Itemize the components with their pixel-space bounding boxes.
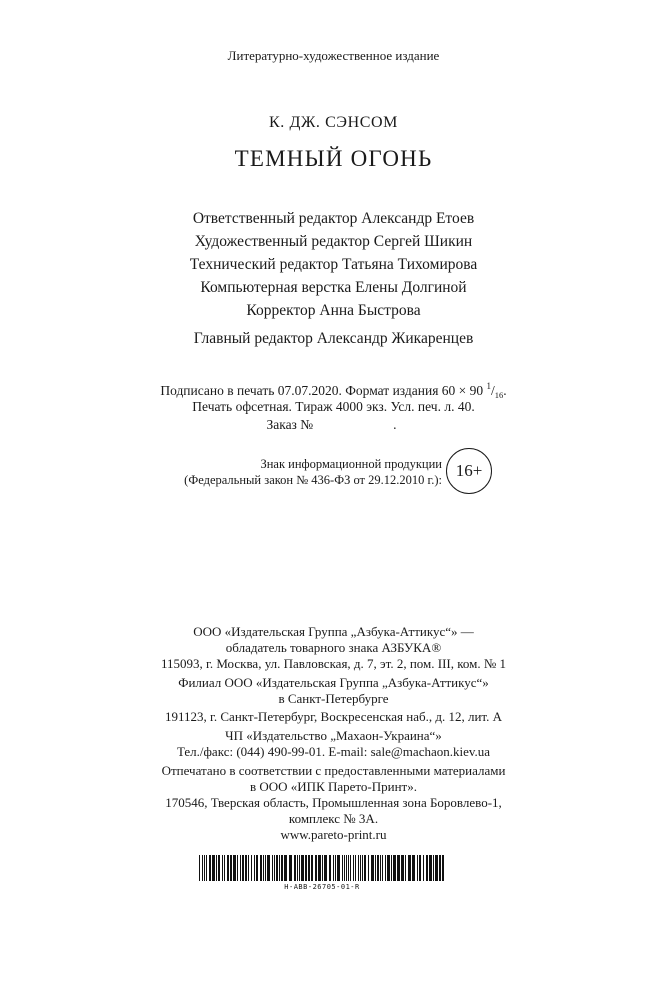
credit-line: Технический редактор Татьяна Тихомирова [189, 256, 478, 273]
age-rating-law: (Федеральный закон № 436-ФЗ от 29.12.2010 г.): [184, 473, 442, 487]
book-title: ТЕМНЫЙ ОГОНЬ [234, 146, 433, 171]
order-line [0, 417, 665, 433]
publisher-line: в Санкт-Петербурге [278, 691, 389, 706]
publisher-line: Филиал ООО «Издательская Группа „Азбука-Аттикус“» [178, 675, 489, 690]
publisher-line: обладатель товарного знака АЗБУКА® [225, 640, 442, 655]
publisher-line: в ООО «ИПК Парето-Принт». [249, 779, 417, 794]
print-run-line: Печать офсетная. Тираж 4000 экз. Усл. печ. л. 40. [192, 399, 475, 414]
publisher-line: www.pareto-print.ru [280, 827, 387, 842]
barcode-image [199, 855, 445, 881]
age-rating-value: 16+ [455, 461, 483, 480]
print-sign-text: Подписано в печать 07.07.2020. Формат издания 60 × 90 [160, 383, 487, 398]
credit-line: Ответственный редактор Александр Етоев [192, 210, 475, 227]
age-rating-text [162, 456, 442, 488]
publisher-line: 115093, г. Москва, ул. Павловская, д. 7, эт. 2, пом. III, ком. № 1 [160, 656, 507, 671]
edition-type: Литературно-художественное издание [227, 48, 440, 63]
barcode-number: H-ABB-26705-01-R [284, 883, 360, 891]
format-fraction-numerator: 1 [486, 381, 492, 391]
publisher-line: Тел./факс: (044) 490-99-01. E-mail: sale@machaon.kiev.ua [176, 744, 491, 759]
order-end: . [393, 417, 397, 432]
format-fraction-denominator: 16 [494, 390, 504, 400]
publisher-line: ЧП «Издательство „Махаон-Украина“» [225, 728, 442, 743]
format-fraction-separator: / [491, 383, 495, 398]
author-name: К. ДЖ. СЭНСОМ [269, 114, 398, 131]
chief-editor: Главный редактор Александр Жикаренцев [193, 330, 474, 347]
order-label: Заказ № [266, 417, 314, 432]
credit-line: Художественный редактор Сергей Шикин [194, 233, 473, 250]
publisher-line: 170546, Тверская область, Промышленная зона Боровлево-1, [165, 795, 502, 810]
credit-line: Корректор Анна Быстрова [246, 302, 421, 319]
print-sign-end: . [503, 383, 507, 398]
age-rating-label: Знак информационной продукции [260, 457, 442, 471]
publisher-line: комплекс № 3А. [288, 811, 379, 826]
age-rating-badge [446, 448, 492, 494]
credit-line: Компьютерная верстка Елены Долгиной [200, 279, 467, 296]
publisher-line: Отпечатано в соответствии с предоставленными материалами [161, 763, 506, 778]
print-sign-line [0, 381, 667, 400]
publisher-line: 191123, г. Санкт-Петербург, Воскресенская наб., д. 12, лит. А [165, 709, 502, 724]
publisher-line: ООО «Издательская Группа „Азбука-Аттикус“» — [193, 624, 474, 639]
